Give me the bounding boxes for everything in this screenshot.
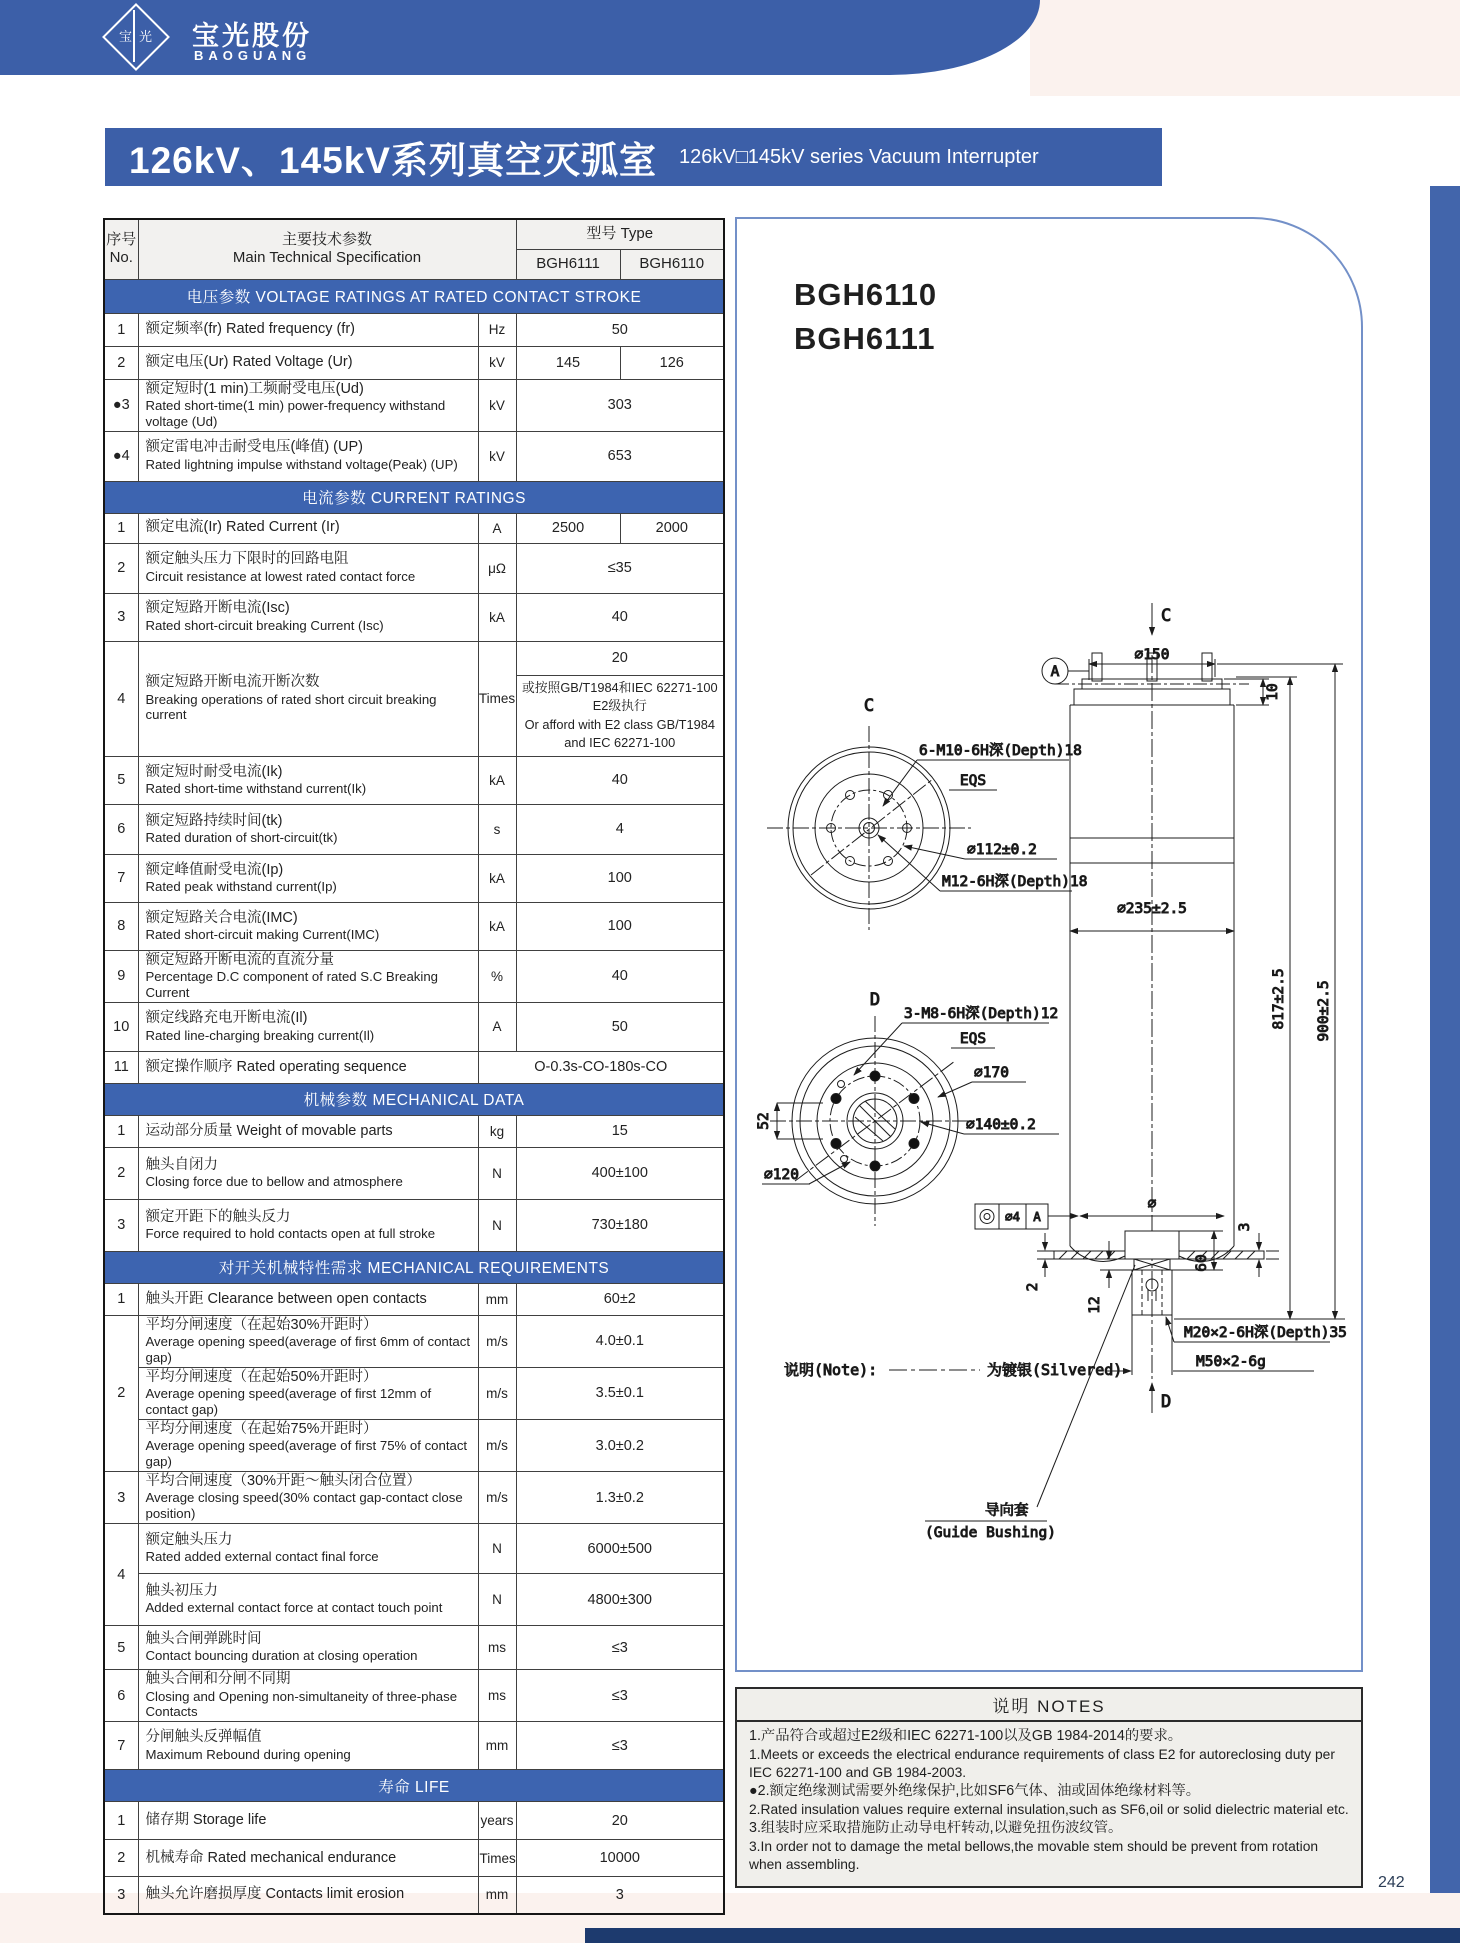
svg-text:⌀140±0.2: ⌀140±0.2: [966, 1117, 1036, 1133]
col-header-type: 型号 Type: [516, 219, 724, 249]
svg-text:说明(Note):: 说明(Note):: [784, 1361, 878, 1379]
svg-text:⌀4: ⌀4: [1004, 1209, 1021, 1224]
table-row: 6 触头合闸和分闸不同期 Closing and Opening non-simultaneity of three-phase Contacts ms ≤3: [104, 1670, 724, 1722]
svg-text:EQS: EQS: [959, 773, 987, 789]
breaking-ops-standard: 或按照GB/T1984和IEC 62271-100 E2级执行 Or afford with E2 class GB/T1984 and IEC 62271-100: [521, 679, 718, 751]
silvered-note: [784, 1361, 1122, 1379]
table-row: ●3 额定短时(1 min)工频耐受电压(Ud) Rated short-time(1 min) power-frequency withstand voltage (Ud) kV 303: [104, 379, 724, 431]
svg-text:60: 60: [1194, 1254, 1210, 1272]
spec-table: [103, 218, 725, 1915]
model-header: BGH6111: [516, 249, 620, 279]
svg-text:A: A: [1050, 664, 1060, 680]
table-row: 触头初压力 Added external contact force at contact touch point N 4800±300: [104, 1574, 724, 1626]
note-line: ●2.额定绝缘测试需要外绝缘保护,比如SF6气体、油或固体绝缘材料等。: [749, 1783, 1201, 1799]
top-view-c: [767, 696, 1087, 930]
svg-text:(Guide Bushing): (Guide Bushing): [925, 1525, 1056, 1541]
section-band-requirements: 对开关机械特性需求 MECHANICAL REQUIREMENTS: [104, 1251, 724, 1283]
table-row: 3 触头允许磨损厚度 Contacts limit erosion mm 3: [104, 1877, 724, 1914]
table-row: 3 平均合闸速度（30%开距～触头闭合位置） Average closing speed(30% contact gap-contact close position) m/s 1.3±0.2: [104, 1472, 724, 1524]
table-row: 7 额定峰值耐受电流(Ip) Rated peak withstand current(Ip) kA 100: [104, 854, 724, 902]
svg-text:导向套: 导向套: [985, 1503, 1029, 1519]
note-line: 3.组装时应采取措施防止动导电杆转动,以避免扭伤波纹管。: [749, 1820, 1123, 1837]
table-row: 7 分闸触头反弹幅值 Maximum Rebound during opening mm ≤3: [104, 1722, 724, 1770]
note-line: 2.Rated insulation values require external insulation,such as SF6,oil or solid dielectric material etc.: [749, 1802, 1349, 1818]
drawing-panel: [735, 217, 1363, 1672]
table-row: 5 额定短时耐受电流(Ik) Rated short-time withstand current(Ik) kA 40: [104, 756, 724, 804]
section-band-current: 电流参数 CURRENT RATINGS: [104, 481, 724, 513]
svg-text:D: D: [1161, 1392, 1172, 1412]
logo-char: 光: [139, 29, 153, 44]
company-name-zh: 宝光股份: [192, 21, 312, 51]
table-row: 1 额定频率(fr) Rated frequency (fr) Hz 50: [104, 313, 724, 346]
svg-text:⌀: ⌀: [1147, 1196, 1157, 1212]
col-header-no: 序号 No.: [104, 219, 138, 279]
logo-bolt-icon: [133, 10, 135, 62]
right-edge-strip: [1430, 186, 1460, 1943]
table-row: 2 额定电压(Ur) Rated Voltage (Ur) kV 145 126: [104, 346, 724, 379]
table-row: 1 运动部分质量 Weight of movable parts kg 15: [104, 1115, 724, 1147]
svg-text:C: C: [1161, 606, 1172, 626]
table-row: 2 平均分闸速度（在起始30%开距时） Average opening speed(average of first 6mm of contact gap) m/s 4.0±0.1: [104, 1315, 724, 1367]
svg-text:52: 52: [756, 1112, 772, 1130]
bottom-navy-bar: [585, 1928, 1460, 1943]
page-title-en: 126kV□145kV series Vacuum Interrupter: [678, 145, 1039, 168]
svg-text:EQS: EQS: [959, 1031, 987, 1047]
svg-text:⌀170: ⌀170: [974, 1065, 1009, 1081]
svg-text:M12-6H深(Depth)18: M12-6H深(Depth)18: [942, 874, 1088, 890]
company-name-en: BAOGUANG: [194, 48, 312, 63]
svg-text:900±2.5: 900±2.5: [1316, 980, 1332, 1042]
svg-text:M20×2-6H深(Depth)35: M20×2-6H深(Depth)35: [1184, 1325, 1347, 1341]
svg-text:A: A: [1033, 1209, 1041, 1224]
table-row: 6 额定短路持续时间(tk) Rated duration of short-circuit(tk) s 4: [104, 804, 724, 854]
svg-text:6-M10-6H深(Depth)18: 6-M10-6H深(Depth)18: [919, 743, 1082, 759]
section-band-life: 寿命 LIFE: [104, 1770, 724, 1802]
page-number: 242: [1378, 1874, 1405, 1891]
table-row: 3 额定开距下的触头反力 Force required to hold contacts open at full stroke N 730±180: [104, 1199, 724, 1251]
section-band-voltage: 电压参数 VOLTAGE RATINGS AT RATED CONTACT STROKE: [104, 279, 724, 313]
note-line: 3.In order not to damage the metal bellows,the movable stem should be prevent from rotation when assembling.: [749, 1839, 1319, 1873]
table-row: 1 额定电流(Ir) Rated Current (Ir) A 2500 2000: [104, 513, 724, 543]
table-row: 9 额定短路开断电流的直流分量 Percentage D.C component of rated S.C Breaking Current % 40: [104, 950, 724, 1002]
svg-text:M50×2-6g: M50×2-6g: [1196, 1354, 1266, 1370]
table-row: ●4 额定雷电冲击耐受电压(峰值) (UP) Rated lightning impulse withstand voltage(Peak) (UP) kV 653: [104, 431, 724, 481]
table-row: 5 触头合闸弹跳时间 Contact bouncing duration at closing operation ms ≤3: [104, 1626, 724, 1670]
top-right-tint: [1030, 0, 1460, 96]
table-row: 1 触头开距 Clearance between open contacts mm 60±2: [104, 1283, 724, 1315]
svg-text:⌀120: ⌀120: [764, 1167, 799, 1183]
page-title-zh: 126kV、145kV系列真空灭弧室: [129, 140, 657, 181]
note-line: 1.产品符合或超过E2级和IEC 62271-100以及GB 1984-2014的要求。: [749, 1728, 1183, 1744]
svg-text:3-M8-6H深(Depth)12: 3-M8-6H深(Depth)12: [904, 1006, 1059, 1022]
model-label: BGH6110: [794, 277, 938, 312]
logo-char: 宝: [119, 29, 133, 44]
col-header-spec: 主要技术参数 Main Technical Specification: [138, 219, 516, 279]
note-line: 1.Meets or exceeds the electrical endurance requirements of class E2 for autoreclosing duty per IEC 62271-100 and GB 1984-2003.: [749, 1747, 1335, 1781]
svg-text:3: 3: [1237, 1222, 1253, 1232]
page-title-bar: [105, 128, 1162, 186]
breaking-ops-value: 20: [517, 642, 724, 676]
table-row: 2 机械寿命 Rated mechanical endurance Times 10000: [104, 1840, 724, 1877]
svg-text:⌀150: ⌀150: [1134, 647, 1170, 663]
table-row: 4 额定短路开断电流开断次数 Breaking operations of rated short circuit breaking current Times 20 或按照GB/T1984和IEC 62271-100 E2级执行 Or afford with E2 class GB/T1984 and IEC 62271-100: [104, 641, 724, 756]
svg-text:C: C: [863, 696, 875, 716]
model-header: BGH6110: [620, 249, 724, 279]
table-row: 10 额定线路充电开断电流(Il) Rated line-charging breaking current(Il) A 50: [104, 1002, 724, 1051]
table-row: 2 额定触头压力下限时的回路电阻 Circuit resistance at lowest rated contact force μΩ ≤35: [104, 543, 724, 593]
technical-drawing: [737, 219, 1357, 1666]
notes-title: 说明 NOTES: [737, 1689, 1361, 1722]
section-band-mechanical: 机械参数 MECHANICAL DATA: [104, 1083, 724, 1115]
table-row: 1 储存期 Storage life years 20: [104, 1802, 724, 1840]
notes-box: [735, 1687, 1363, 1888]
table-row: 4 额定触头压力 Rated added external contact final force N 6000±500: [104, 1524, 724, 1574]
svg-text:⌀235±2.5: ⌀235±2.5: [1117, 901, 1187, 917]
bottom-view-d: [756, 990, 1059, 1226]
model-label: BGH6111: [794, 321, 936, 356]
table-row: 2 触头自闭力 Closing force due to bellow and atmosphere N 400±100: [104, 1147, 724, 1199]
svg-text:D: D: [869, 990, 881, 1010]
svg-text:2: 2: [1025, 1282, 1041, 1292]
svg-text:12: 12: [1087, 1296, 1103, 1314]
svg-text:817±2.5: 817±2.5: [1271, 968, 1287, 1030]
svg-text:⌀112±0.2: ⌀112±0.2: [967, 842, 1037, 858]
table-row: 8 额定短路关合电流(IMC) Rated short-circuit making Current(IMC) kA 100: [104, 902, 724, 950]
table-row: 11 额定操作顺序 Rated operating sequence O-0.3s-CO-180s-CO: [104, 1051, 724, 1083]
table-row: 平均分闸速度（在起始50%开距时） Average opening speed(average of first 12mm of contact gap) m/s 3.5±0.1: [104, 1367, 724, 1419]
table-row: 3 额定短路开断电流(Isc) Rated short-circuit breaking Current (Isc) kA 40: [104, 593, 724, 641]
table-row: 平均分闸速度（在起始75%开距时） Average opening speed(average of first 75% of contact gap) m/s 3.0±0.2: [104, 1420, 724, 1472]
svg-text:10: 10: [1265, 683, 1281, 701]
svg-text:为镀银(Silvered): 为镀银(Silvered): [987, 1361, 1123, 1379]
